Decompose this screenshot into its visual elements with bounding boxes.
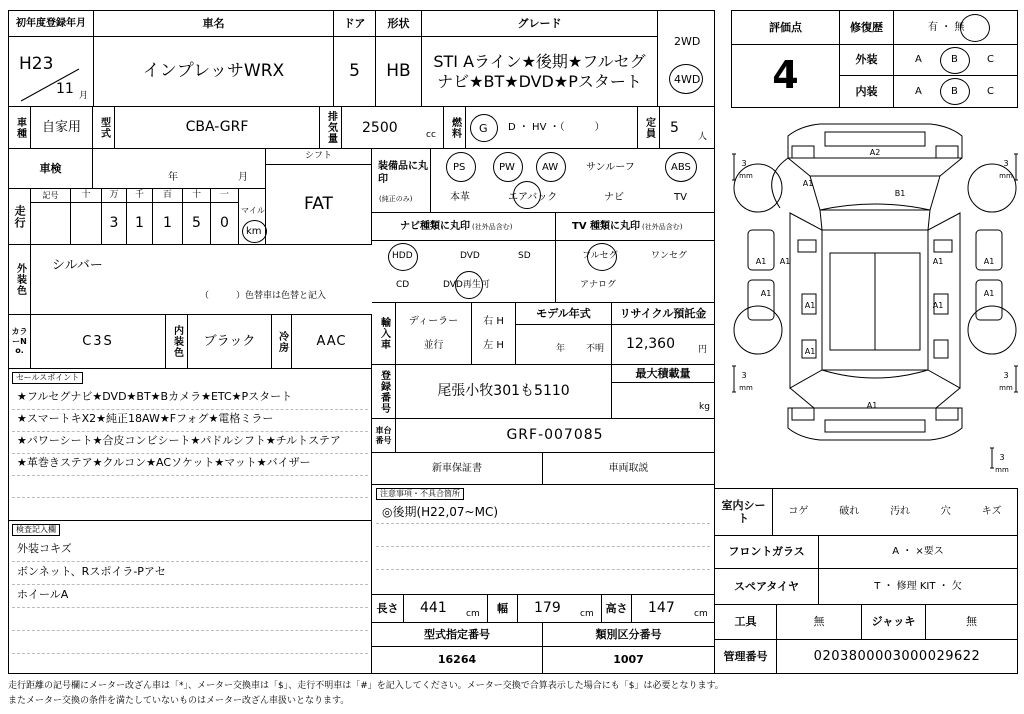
reg-month-unit: 月 (79, 91, 89, 101)
mm-label: mm (995, 466, 1009, 474)
model-year-unit: 年 (556, 344, 566, 354)
notes-label: 注意事項・不具合箇所 (376, 488, 464, 500)
manual-cell: 車両取説 (543, 453, 714, 485)
length-label: 長さ (372, 595, 404, 623)
type-no-label: 型式指定番号 (372, 623, 543, 647)
digit-blank (71, 203, 102, 245)
inspect-note-line: 外装コキズ (17, 542, 72, 555)
interior-b: B (951, 86, 958, 97)
inspection-label: 車検 (9, 149, 93, 189)
height-value: 147 (648, 600, 675, 616)
jack-value: 無 (926, 605, 1017, 640)
mark-a1: A1 (804, 347, 816, 356)
mileage-digit: 5 (183, 203, 211, 245)
digit-head-2: 千 (127, 189, 153, 203)
import-dealer: ディーラー (408, 315, 459, 327)
import-dealer-cell (396, 303, 472, 365)
length-value: 441 (420, 600, 447, 616)
dotted-line (376, 546, 710, 547)
sales-label: セールスポイント (12, 372, 83, 384)
mm-label: 3 (1003, 371, 1009, 380)
footer-line1: 走行距離の記号欄にメーター改ざん車は「*」、メーター交換車は「$」、走行不明車は「#」を記入してください。メーター交換で合算表示した場合にも「$」は必要となります。 (8, 681, 724, 691)
tv-oneseg: ワンセグ (651, 251, 688, 261)
mark-a1: A1 (802, 179, 814, 188)
inspect-note-line: ボンネット、Rスポイラ-Pアセ (17, 565, 166, 578)
mark-a1: A1 (932, 257, 944, 266)
displacement-label: 排気量 (320, 107, 342, 149)
glass-items: A ・ ×要ス (819, 536, 1017, 569)
color-cell (31, 245, 372, 315)
mileage-symbol-value (31, 203, 71, 245)
mgmt-label: 管理番号 (715, 640, 777, 673)
mark-b1: B1 (894, 189, 906, 198)
cooler-value: AAC (292, 315, 372, 369)
equipment-label (378, 160, 430, 186)
mm-label: mm (739, 172, 753, 180)
dotted-line (376, 569, 710, 570)
width-value: 179 (534, 600, 561, 616)
divider (430, 149, 431, 213)
max-load-cell (612, 383, 714, 419)
dotted-line (12, 561, 368, 562)
tools-label: 工具 (715, 605, 777, 640)
digit-head-5: 一 (211, 189, 239, 203)
tv-label (572, 222, 683, 232)
interior-color-label: 内装色 (166, 315, 188, 369)
drive-2wd: 2WD (674, 35, 701, 48)
equip-sunroof: サンルーフ (586, 162, 635, 173)
car-damage-diagram (730, 118, 1020, 480)
navi-label (400, 222, 512, 232)
model-year-label: モデル年式 (516, 303, 612, 325)
chassis-value: GRF-007085 (396, 419, 714, 453)
inspect-notes-label: 検査記入欄 (12, 524, 60, 536)
divider (372, 240, 714, 241)
dotted-line (12, 653, 368, 654)
max-load-unit: kg (699, 402, 710, 412)
length-unit: cm (466, 609, 480, 619)
notes-value: ◎後期(H22,07~MC) (382, 505, 498, 519)
warranty-cell: 新車保証書 (372, 453, 543, 485)
use-label: 車種 (9, 107, 31, 149)
interior-b-circle (940, 78, 970, 105)
mgmt-value: 0203800003000029622 (813, 648, 981, 664)
mm-label: mm (739, 384, 753, 392)
recycle-yen: 円 (698, 345, 708, 355)
fuel-label: 燃料 (444, 107, 466, 149)
shape-label: 形状 (376, 11, 422, 37)
doors-label: ドア (334, 11, 376, 37)
color-label: 外装色 (9, 245, 31, 315)
digit-head-1: 万 (102, 189, 127, 203)
equipment-sublabel: (純正のみ) (379, 195, 413, 203)
height-label: 高さ (602, 595, 632, 623)
cooler-label: 冷房 (272, 315, 292, 369)
mark-a1: A1 (760, 289, 772, 298)
repair-label: 修復歴 (840, 11, 894, 45)
inspection-month: 月 (238, 172, 248, 183)
sales-line: ★スマートキX2★純正18AW★Fフォグ★電格ミラー (17, 412, 274, 425)
class-no-label: 類別区分番号 (543, 623, 714, 647)
sales-line: ★フルセグナビ★DVD★BT★Bカメラ★ETC★Pスタート (17, 390, 293, 403)
seat-yogore: 汚れ (890, 506, 911, 517)
digit-head-3: 百 (153, 189, 183, 203)
import-right: 右 H (483, 315, 504, 327)
doors-value: 5 (334, 37, 376, 107)
dotted-line (12, 409, 368, 410)
mile-label: マイル (241, 206, 265, 215)
grade-value (422, 37, 658, 107)
navi-cd: CD (396, 280, 410, 290)
import-handle-cell (472, 303, 516, 365)
inspect-note-line: ホイールA (17, 588, 69, 601)
model-year-unknown: 不明 (586, 344, 605, 354)
drive-4wd: 4WD (674, 73, 701, 86)
mm-label: 3 (999, 453, 1005, 462)
max-load-label: 最大積載量 (612, 365, 714, 383)
mark-a1: A1 (755, 257, 767, 266)
navi-hdd: HDD (392, 251, 413, 261)
seat-ana: 穴 (940, 506, 951, 517)
capacity-cell (660, 107, 714, 149)
interior-c: C (987, 86, 994, 97)
capacity-value: 5 (670, 120, 679, 136)
equip-airbag: エアバック (508, 192, 558, 203)
dotted-line (12, 497, 368, 498)
tv-sub: (社外品含む) (642, 223, 683, 231)
fuel-rest: D ・ HV ・（ ） (508, 122, 605, 133)
sales-line: ★革巻きステア★クルコン★ACソケット★マット★バイザー (17, 456, 311, 469)
seat-items-cell (773, 489, 1017, 536)
mark-a1: A1 (804, 301, 816, 310)
displacement-value: 2500 (362, 120, 398, 136)
width-unit: cm (580, 609, 594, 619)
mark-a2: A2 (869, 148, 881, 157)
height-unit: cm (694, 609, 708, 619)
color-value: シルバー (52, 258, 103, 273)
equip-pw: PW (499, 162, 515, 173)
dotted-line (12, 607, 368, 608)
fuel-g: G (479, 122, 488, 135)
navi-dvdplay: DVD再生可 (443, 280, 490, 290)
reg-month: 11 (56, 81, 74, 97)
import-parallel: 並行 (423, 339, 444, 351)
km-label: km (246, 226, 262, 237)
navi-sub: (社外品含む) (472, 223, 513, 231)
digit-head-4: 十 (183, 189, 211, 203)
footer-line2: またメーター交換の条件を満たしていないものはメーター改ざん車扱いとなります。 (8, 696, 350, 706)
color-no-value: C3S (31, 315, 166, 369)
exterior-b-circle (940, 47, 970, 74)
interior-color-value: ブラック (188, 315, 272, 369)
mileage-label: 走行 (9, 189, 31, 245)
navi-sd: SD (518, 251, 531, 261)
exterior-a: A (915, 54, 922, 65)
equip-navi: ナビ (604, 192, 624, 203)
car-name: インプレッサWRX (94, 37, 334, 107)
model-value: CBA-GRF (115, 107, 320, 149)
navi-dvd: DVD (460, 251, 480, 261)
seat-yabure: 破れ (839, 506, 860, 517)
dotted-line (12, 475, 368, 476)
mm-label: 3 (741, 371, 747, 380)
interior-label: 内装 (840, 76, 894, 107)
score-label: 評価点 (732, 11, 840, 45)
tv-label-text: TV 種類に丸印 (572, 221, 641, 232)
dotted-line (12, 431, 368, 432)
model-label: 型式 (93, 107, 115, 149)
registration-label: 登録番号 (372, 365, 396, 419)
mark-a1: A1 (932, 301, 944, 310)
equip-ps: PS (453, 162, 466, 173)
dotted-line (376, 523, 710, 524)
seat-koge: コゲ (788, 506, 809, 517)
capacity-unit: 人 (698, 132, 708, 142)
score-value: 4 (732, 45, 840, 107)
mark-a1: A1 (983, 257, 995, 266)
displacement-unit: cc (426, 130, 436, 140)
shape-value: HB (376, 37, 422, 107)
tools-value: 無 (777, 605, 862, 640)
type-no-value: 16264 (372, 647, 543, 673)
color-no-label: カラーNo. (9, 315, 31, 369)
mm-label: mm (999, 384, 1013, 392)
reg-year: H23 (19, 54, 54, 74)
mm-label: 3 (741, 159, 747, 168)
spare-label: スペアタイヤ (715, 569, 819, 605)
dotted-line (12, 630, 368, 631)
inspection-year: 年 (168, 172, 178, 183)
interior-a: A (915, 86, 922, 97)
import-label: 輸入車 (372, 303, 396, 365)
repair-no-circle (960, 14, 990, 42)
equipment-label-text: 装備品に丸印 (378, 161, 428, 185)
width-label: 幅 (488, 595, 518, 623)
capacity-label: 定員 (638, 107, 660, 149)
mileage-digit: 1 (153, 203, 183, 245)
grade-line1: STI Aライン★後期★フルセグ (433, 52, 646, 72)
grade-line2: ナビ★BT★DVD★Pスタート (437, 71, 642, 91)
mm-label: mm (999, 172, 1013, 180)
tv-fullseg: フルセグ (582, 251, 618, 261)
recycle-label: リサイクル預託金 (612, 303, 714, 325)
shift-label: シフト (266, 149, 372, 165)
spare-items: T ・ 修理 KIT ・ 欠 (819, 569, 1017, 605)
equip-tv: TV (674, 192, 687, 203)
mark-a1: A1 (866, 401, 878, 410)
shift-value: FAT (266, 165, 372, 245)
equip-abs: ABS (671, 162, 691, 173)
import-left: 左 H (483, 339, 504, 351)
mileage-digit: 1 (127, 203, 153, 245)
repair-options: 有 ・ 無 (928, 22, 965, 33)
tv-analog: アナログ (580, 280, 617, 290)
mark-a1: A1 (983, 289, 995, 298)
navi-label-text: ナビ種類に丸印 (400, 221, 470, 232)
digit-head-0: 十 (71, 189, 102, 203)
mark-a1: A1 (779, 257, 791, 266)
mm-label: 3 (1003, 159, 1009, 168)
dotted-line (12, 453, 368, 454)
class-no-value: 1007 (613, 653, 644, 667)
jack-label: ジャッキ (862, 605, 926, 640)
reg-date-label: 初年度登録年月 (9, 11, 94, 37)
equip-leather: 本革 (450, 192, 470, 203)
seat-label: 室内シート (715, 489, 773, 536)
car-name-label: 車名 (94, 11, 334, 37)
mileage-digit: 0 (211, 203, 239, 245)
exterior-c: C (987, 54, 994, 65)
color-note: （ ）色替車は色替と記入 (200, 291, 327, 301)
inspection-date (93, 149, 266, 189)
registration-value: 尾張小牧301も5110 (396, 365, 612, 419)
equip-aw: AW (542, 162, 559, 173)
mileage-symbol-head: 記号 (31, 189, 71, 203)
chassis-label: 車台番号 (372, 419, 396, 453)
exterior-b: B (951, 54, 958, 65)
glass-label: フロントガラス (715, 536, 819, 569)
dotted-line (12, 584, 368, 585)
notes-section (372, 485, 714, 595)
recycle-value: 12,360 (626, 336, 675, 352)
mileage-digit: 3 (102, 203, 127, 245)
sales-line: ★パワーシート★合皮コンビシート★パドルシフト★チルトステア (17, 434, 341, 447)
seat-kizu: キズ (981, 506, 1002, 517)
grade-label: グレード (422, 11, 658, 37)
use-value: 自家用 (31, 107, 93, 149)
exterior-label: 外装 (840, 45, 894, 76)
